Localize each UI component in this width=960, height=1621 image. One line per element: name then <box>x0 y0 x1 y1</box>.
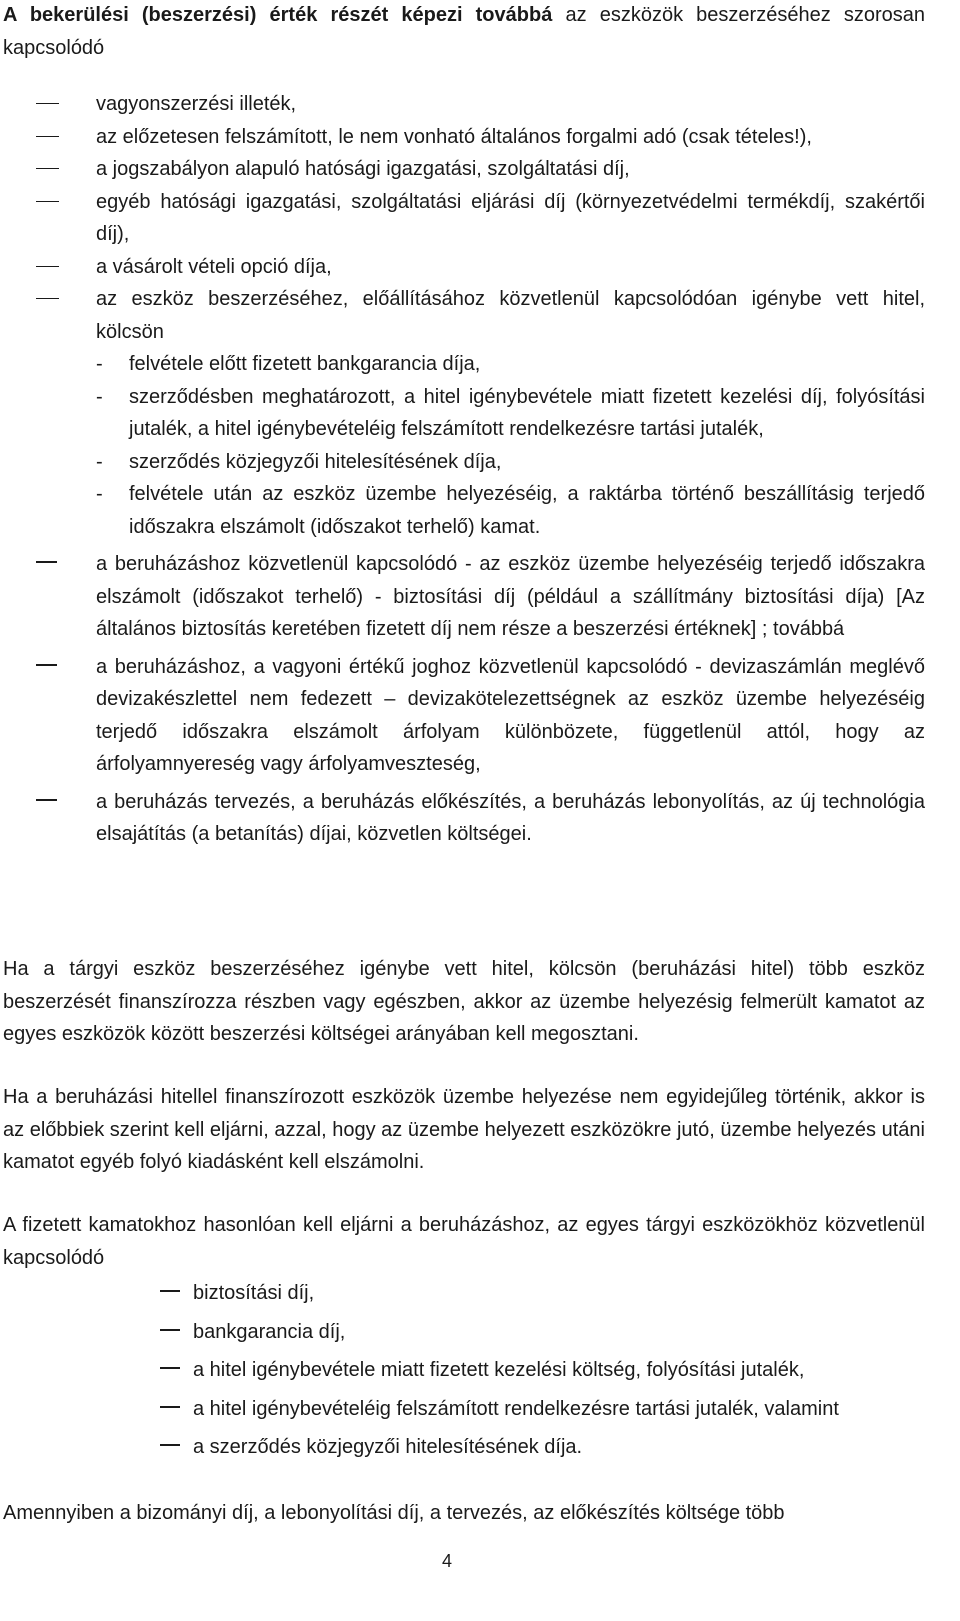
dash-bullet-icon <box>36 168 59 169</box>
sub-list-item: - szerződés közjegyzői hitelesítésének díja, <box>96 446 925 479</box>
hyphen-bullet-icon: - <box>96 483 103 505</box>
dash-bullet-icon <box>160 1444 180 1446</box>
dash-bullet-icon <box>36 266 59 267</box>
list-item: vagyonszerzési illeték, <box>0 88 925 121</box>
list-item: a beruházás tervezés, a beruházás előkészítés, a beruházás lebonyolítás, az új technológia elsajátítás (a betanítás) díjai, közvetlen költségei. <box>0 786 925 851</box>
dash-bullet-icon <box>36 201 59 202</box>
paragraph-last-line: Amennyiben a bizományi díj, a lebonyolítási díj, a tervezés, az előkészítés költsége több <box>3 1502 785 1524</box>
sub-list-item: - felvétele előtt fizetett bankgarancia díja, <box>96 348 925 381</box>
list-item: az eszköz beszerzéséhez, előállításához közvetlenül kapcsolódóan igénybe vett hitel, kölcsön - felvétele előtt fizetett bankgarancia díja, - szerződésben meghatározott, a hitel igénybevétele miatt fizetett kezelési díj, folyósítási jutalék, a hitel igénybevételéig felszámított rendelkezésre tartási jutalék, - szerződés közjegyzői hitelesítésének díja, - felvétele után az eszköz üzembe helyezéséig, a raktárba történő beszállításig terjedő időszakra elszámolt (időszakot terhelő) kamat. <box>0 283 925 543</box>
intro-paragraph <box>3 0 925 64</box>
list-item: az előzetesen felszámított, le nem vonható általános forgalmi adó (csak tételes!), <box>0 121 925 154</box>
dash-bullet-icon <box>36 103 59 104</box>
dash-bullet-icon <box>36 136 59 137</box>
dash-bullet-icon <box>36 298 59 299</box>
intro-bold-text: A bekerülési (beszerzési) érték részét képezi továbbá <box>3 4 553 26</box>
paragraph-loan-multiple-assets: Ha a tárgyi eszköz beszerzéséhez igénybe vett hitel, kölcsön (beruházási hitel) több eszköz beszerzését finanszírozza részben vagy egészben, akkor az üzembe helyezésig felmerült kamatot az egyes eszközök között beszerzési költségei arányában kell megosztani. <box>3 958 925 1045</box>
cost-items-list <box>0 88 960 851</box>
interest-items-list <box>0 1277 960 1470</box>
paragraph-non-simultaneous: Ha a beruházási hitellel finanszírozott eszközök üzembe helyezése nem egyidejűleg történik, akkor is az előbbiek szerint kell eljárni, azzal, hogy az üzembe helyezett eszközökre jutó, üzembe helyezés utáni kamatot egyéb folyó kiadásként kell elszámolni. <box>3 1086 925 1173</box>
intro-rest-text: az eszközök beszerzéséhez szorosan kapcsolódó <box>3 4 925 59</box>
sub-list-item: - felvétele után az eszköz üzembe helyezéséig, a raktárba történő beszállításig terjedő időszakra elszámolt (időszakot terhelő) kamat. <box>96 478 925 543</box>
list-item: bankgarancia díj, <box>0 1316 960 1355</box>
dash-bullet-icon <box>160 1406 180 1408</box>
list-item: a beruházáshoz, a vagyoni értékű joghoz közvetlenül kapcsolódó - devizaszámlán meglévő devizakészlettel nem fedezett – devizakötelezettségnek az eszköz üzembe helyezéséig terjedő időszakra elszámolt árfolyam különbözete, függetlenül attól, hogy az árfolyamnyereség vagy árfolyamveszteség, <box>0 651 925 781</box>
dash-bullet-icon <box>160 1329 180 1331</box>
list-item: a jogszabályon alapuló hatósági igazgatási, szolgáltatási díj, <box>0 153 925 186</box>
dash-bullet-icon <box>36 561 57 563</box>
dash-bullet-icon <box>36 664 57 666</box>
sub-list-item: - szerződésben meghatározott, a hitel igénybevétele miatt fizetett kezelési díj, folyósítási jutalék, a hitel igénybevételéig felszámított rendelkezésre tartási jutalék, <box>96 381 925 446</box>
dash-bullet-icon <box>160 1367 180 1369</box>
list-item: a beruházáshoz közvetlenül kapcsolódó - az eszköz üzembe helyezéséig terjedő időszakra elszámolt (időszakot terhelő) - biztosítási díj (például a szállítmány biztosítási díja) [Az általános biztosítás keretében fizetett díj nem része a beszerzési értéknek] ; továbbá <box>0 548 925 646</box>
list-item: a hitel igénybevételéig felszámított rendelkezésre tartási jutalék, valamint <box>0 1393 960 1432</box>
list-item: egyéb hatósági igazgatási, szolgáltatási eljárási díj (környezetvédelmi termékdíj, szakértői díj), <box>0 186 925 251</box>
hyphen-bullet-icon: - <box>96 450 103 473</box>
list-item: biztosítási díj, <box>0 1277 960 1316</box>
hyphen-bullet-icon: - <box>96 353 103 375</box>
dash-bullet-icon <box>36 799 57 801</box>
page-number: 4 <box>441 1551 452 1571</box>
list-item: a vásárolt vételi opció díja, <box>0 251 925 284</box>
list-item: a hitel igénybevétele miatt fizetett kezelési költség, folyósítási jutalék, <box>0 1354 960 1393</box>
list-item: a szerződés közjegyzői hitelesítésének díja. <box>0 1431 960 1470</box>
paragraph-interest-like-costs: A fizetett kamatokhoz hasonlóan kell eljárni a beruházáshoz, az egyes tárgyi eszközökhöz közvetlenül kapcsolódó <box>3 1214 925 1269</box>
hyphen-bullet-icon: - <box>96 385 103 408</box>
dash-bullet-icon <box>160 1290 180 1292</box>
credit-subitems-list <box>96 348 925 543</box>
